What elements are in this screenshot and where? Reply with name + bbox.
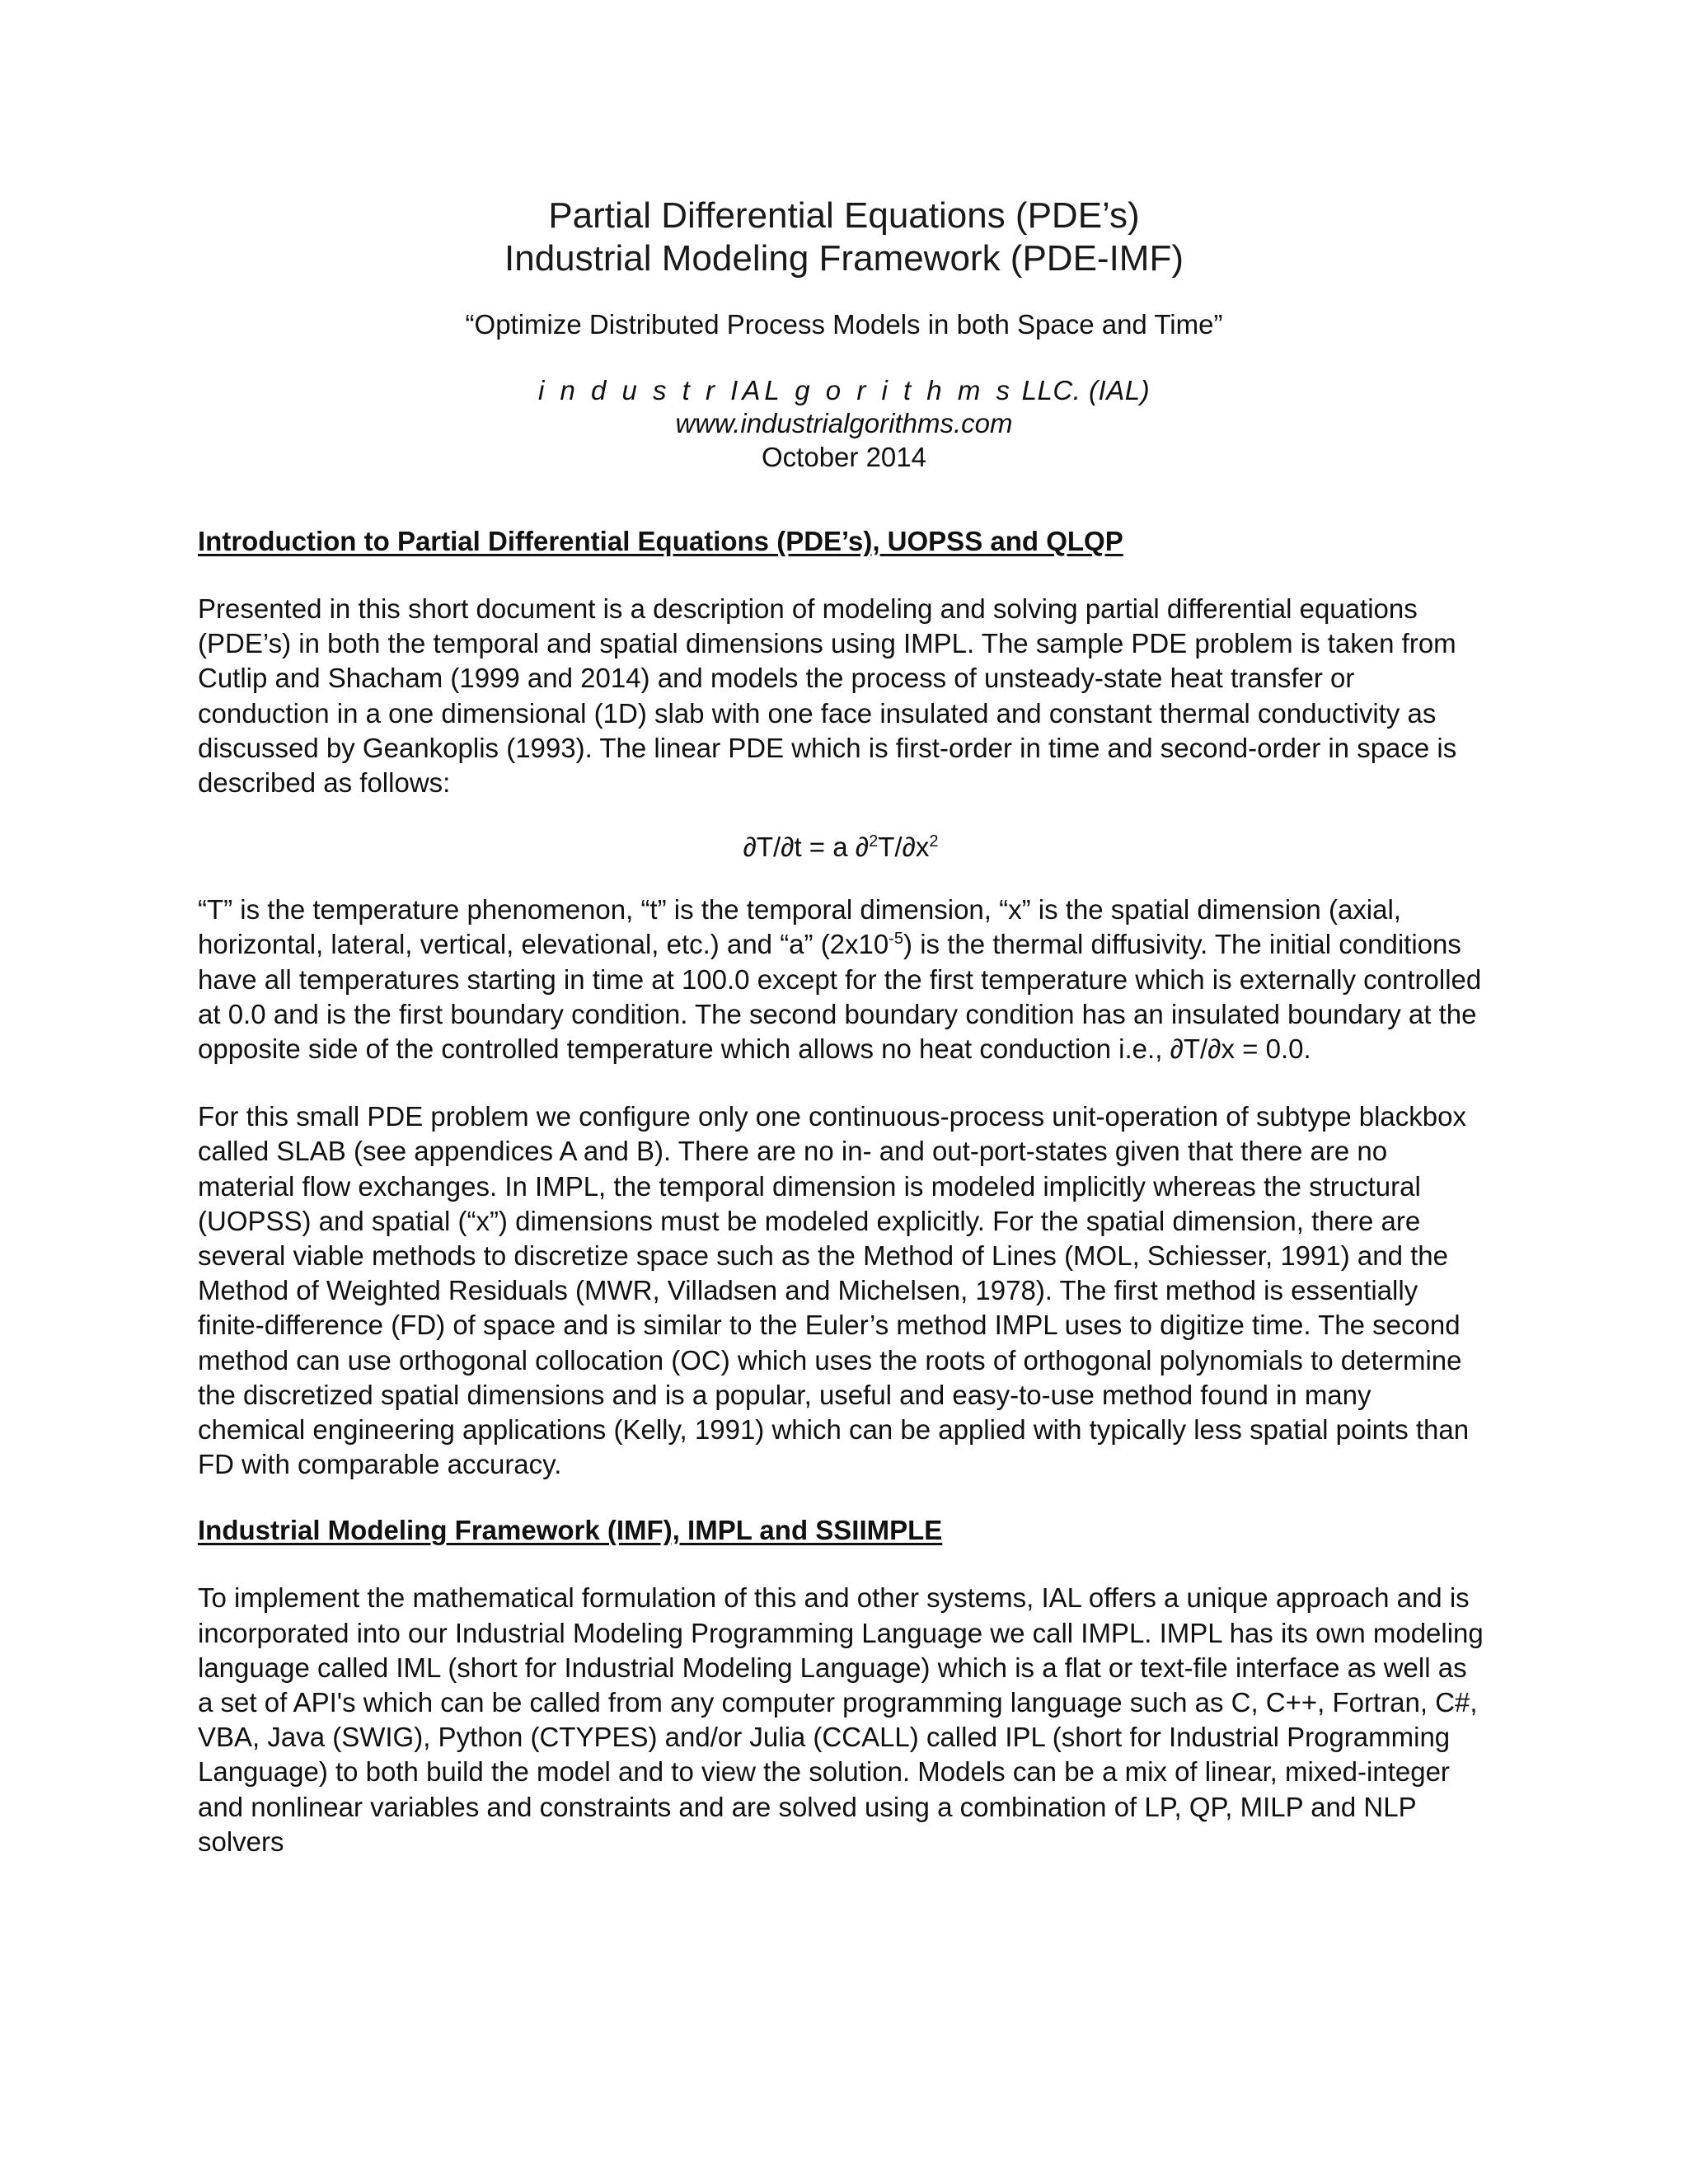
document-tagline: “Optimize Distributed Process Models in both Space and Time” bbox=[465, 309, 1223, 340]
paragraph-impl: To implement the mathematical formulation of this and other systems, IAL offers a unique approach and is incorporated into our Industrial Modeling Programming Language we call IMPL. IMPL has its own modeling language called IML (short for Industrial Modeling Language) which is a flat or text-file interface as well as a set of API's which can be called from any computer programming language such as C, C++, Fortran, C#, VBA, Java (SWIG), Python (CTYPES) and/or Julia (CCALL) called IPL (short for Industrial Programming Language) to both build the model and to view the solution. Models can be a mix of linear, mixed-integer and nonlinear variables and constraints and are solved using a combination of LP, QP, MILP and NLP solvers bbox=[198, 1582, 1484, 1857]
diffusivity-exponent: -5 bbox=[889, 930, 904, 949]
section-heading-imf: Industrial Modeling Framework (IMF), IMPL and SSIIMPLE bbox=[198, 1515, 943, 1546]
paragraph-boundary-conditions bbox=[198, 893, 1484, 1066]
document-title-line-1: Partial Differential Equations (PDE’s) bbox=[548, 195, 1140, 236]
paragraph-boundary-text-a: “T” is the temperature phenomenon, “t” is the temporal dimension, “x” is the spatial dimension (axial, horizontal, lateral, vertical, elevational, etc.) and “a” (2x10 bbox=[198, 894, 1401, 960]
equation-lhs: ∂T/∂t = a ∂ bbox=[743, 832, 870, 863]
document-date: October 2014 bbox=[762, 442, 926, 472]
company-line bbox=[198, 374, 1490, 407]
company-website: www.industrialgorithms.com bbox=[675, 408, 1013, 438]
document-body bbox=[198, 524, 1484, 1859]
section-heading-introduction: Introduction to Partial Differential Equations (PDE’s), UOPSS and QLQP bbox=[198, 526, 1123, 556]
equation-middle: T/∂x bbox=[878, 832, 930, 863]
paragraph-configuration: For this small PDE problem we configure only one continuous-process unit-operation of subtype blackbox called SLAB (see appendices A and B). There are no in- and out-port-states given that there are no material flow exchanges. In IMPL, the temporal dimension is modeled implicitly whereas the structural (UOPSS) and spatial (“x”) dimensions must be modeled explicitly. For the spatial dimension, there are several viable methods to discretize space such as the Method of Lines (MOL, Schiesser, 1991) and the Method of Weighted Residuals (MWR, Villadsen and Michelsen, 1978). The first method is essentially finite-difference (FD) of space and is similar to the Euler’s method IMPL uses to digitize time. The second method can use orthogonal collocation (OC) which uses the roots of orthogonal polynomials to determine the discretized spatial dimensions and is a popular, useful and easy-to-use method found in many chemical engineering applications (Kelly, 1991) which can be applied with typically less spatial points than FD with comparable accuracy. bbox=[198, 1101, 1470, 1480]
title-block bbox=[198, 194, 1490, 475]
paragraph-boundary-text-b: ) is the thermal diffusivity. The initial conditions have all temperatures starting in time at 100.0 except for the first temperature which is externally controlled at 0.0 and is the first boundary condition. The second boundary condition has an insulated boundary at the opposite side of the controlled temperature which allows no heat conduction i.e., ∂T/∂x = 0.0. bbox=[198, 929, 1482, 1065]
document-title-line-2: Industrial Modeling Framework (PDE-IMF) bbox=[504, 238, 1184, 279]
company-suffix: LLC. (IAL) bbox=[1021, 375, 1151, 405]
paragraph-introduction: Presented in this short document is a description of modeling and solving partial differential equations (PDE’s) in both the temporal and spatial dimensions using IMPL. The sample PDE problem is taken from Cutlip and Shacham (1999 and 2014) and models the process of unsteady-state heat transfer or conduction in a one dimensional (1D) slab with one face insulated and constant thermal conductivity as discussed by Geankoplis (1993). The linear PDE which is first-order in time and second-order in space is described as follows: bbox=[198, 593, 1457, 799]
company-name: i n d u s t r IAL g o r i t h m s bbox=[537, 375, 1014, 405]
heat-equation bbox=[198, 830, 1484, 865]
equation-exponent-2: 2 bbox=[929, 832, 939, 851]
equation-exponent-1: 2 bbox=[869, 832, 879, 851]
